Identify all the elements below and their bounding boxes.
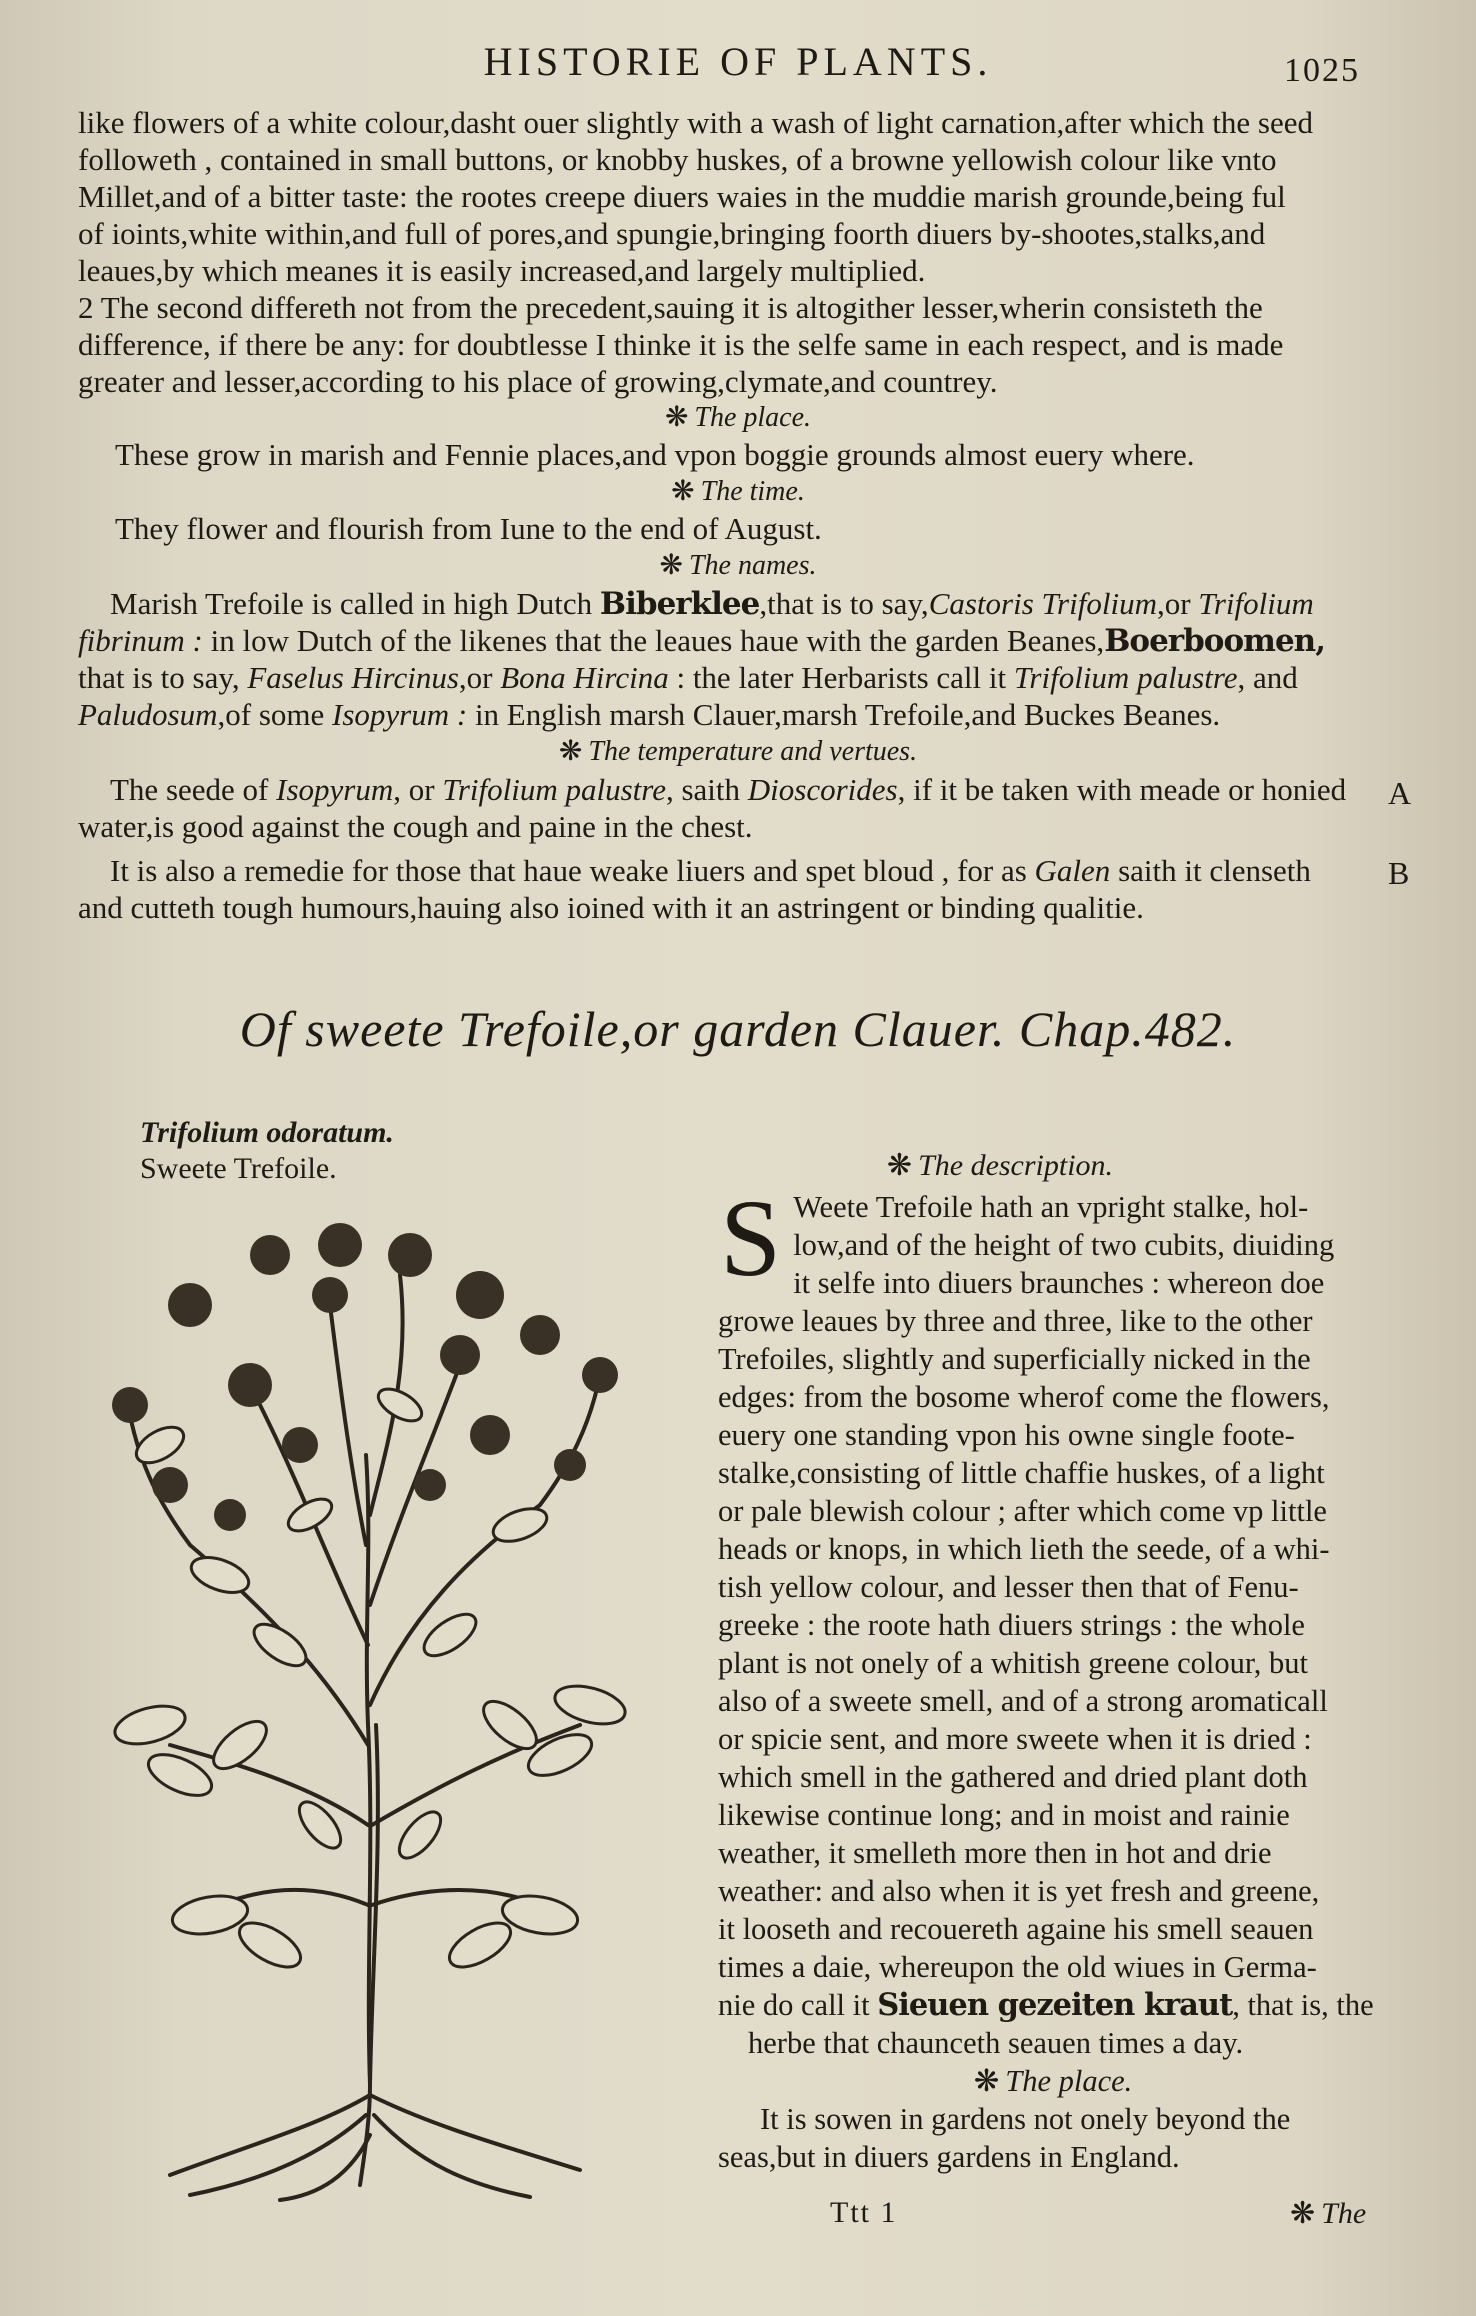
place-text: These grow in marish and Fennie places,and vpon boggie grounds almost euery where. (115, 437, 1195, 472)
text-line: Trefoiles, slightly and superficially nicked in the (718, 1342, 1311, 1376)
text-line: stalke,consisting of little chaffie huskes, of a light (718, 1456, 1325, 1490)
figure-caption-english: Sweete Trefoile. (140, 1152, 337, 1185)
section-heading-place: ❋ The place. (664, 402, 812, 433)
page-number: 1025 (1284, 52, 1360, 89)
text-line: plant is not onely of a whitish greene colour, but (718, 1646, 1309, 1680)
text-line: which smell in the gathered and dried plant doth (718, 1760, 1308, 1794)
text-line: edges: from the bosome wherof come the flowers, (718, 1380, 1330, 1414)
text-line: times a daie, whereupon the old wiues in Germa- (718, 1950, 1317, 1984)
figure-caption-latin: Trifolium odoratum. (140, 1116, 394, 1149)
text-line: nie do call it Sieuen gezeiten kraut, that is, the (718, 1987, 1374, 2023)
text-line: Weete Trefoile hath an vpright stalke, hol- (793, 1190, 1309, 1224)
text-line: or spicie sent, and more sweete when it is dried : (718, 1722, 1312, 1756)
text-line: greater and lesser,according to his place of growing,clymate,and countrey. (78, 364, 998, 399)
catchword: ❋ The (1290, 2197, 1367, 2230)
text-line: tish yellow colour, and lesser then that of Fenu- (718, 1570, 1299, 1604)
text-line: followeth , contained in small buttons, or knobby huskes, of a browne yellowish colour like vnto (78, 142, 1277, 177)
text-line: leaues,by which meanes it is easily increased,and largely multiplied. (78, 253, 926, 288)
text-line: heads or knops, in which lieth the seede, of a whi- (718, 1532, 1330, 1566)
text-line: it looseth and recouereth againe his smell seauen (718, 1912, 1314, 1946)
text-line: it selfe into diuers braunches : whereon doe (793, 1266, 1325, 1300)
names-line: fibrinum : in low Dutch of the likenes that the leaues haue with the garden Beanes,Boerboomen, (78, 623, 1326, 659)
text-line: Millet,and of a bitter taste: the rootes creepe diuers waies in the muddie marish grounde,being ful (78, 179, 1286, 214)
section-heading-names: ❋ The names. (659, 550, 817, 581)
margin-letter: A (1388, 775, 1412, 811)
text-line: euery one standing vpon his owne single foote- (718, 1418, 1295, 1452)
temperature-line: water,is good against the cough and paine in the chest. (78, 809, 753, 844)
text-line: weather: and also when it is yet fresh and greene, (718, 1874, 1320, 1908)
sweete-trefoile-woodcut (70, 1185, 670, 2205)
text-line: difference, if there be any: for doubtlesse I thinke it is the selfe same in each respect, and is made (78, 327, 1284, 362)
temperature-line: and cutteth tough humours,hauing also ioined with it an astringent or binding qualitie. (78, 890, 1144, 925)
text-line: seas,but in diuers gardens in England. (718, 2140, 1180, 2174)
time-text: They flower and flourish from Iune to the end of August. (115, 511, 822, 546)
temperature-line: The seede of Isopyrum, or Trifolium palustre, saith Dioscorides, if it be taken with meade or honied (110, 772, 1347, 807)
names-line: Paludosum,of some Isopyrum : in English marsh Clauer,marsh Trefoile,and Buckes Beanes. (78, 697, 1221, 732)
drop-cap: S (720, 1177, 782, 1299)
text-line: herbe that chaunceth seauen times a day. (748, 2026, 1244, 2060)
text-line: weather, it smelleth more then in hot and drie (718, 1836, 1272, 1870)
temperature-line: It is also a remedie for those that haue weake liuers and spet bloud , for as Galen saith it clenseth (110, 853, 1311, 888)
names-line: that is to say, Faselus Hircinus,or Bona Hircina : the later Herbarists call it Trifolium palustre, and (78, 660, 1298, 695)
text-line: also of a sweete smell, and of a strong aromaticall (718, 1684, 1328, 1718)
text-line: growe leaues by three and three, like to the other (718, 1304, 1313, 1338)
text-line: 2 The second differeth not from the precedent,sauing it is altogither lesser,wherin consisteth the (78, 290, 1263, 325)
section-heading-place-2: ❋ The place. (973, 2064, 1133, 2098)
names-line: Marish Trefoile is called in high Dutch Biberklee,that is to say,Castoris Trifolium,or Trifolium (110, 586, 1314, 622)
text-line: It is sowen in gardens not onely beyond the (760, 2102, 1291, 2136)
section-heading-temperature: ❋ The temperature and vertues. (558, 736, 918, 767)
text-line: likewise continue long; and in moist and rainie (718, 1798, 1290, 1832)
text-line: low,and of the height of two cubits, diuiding (793, 1228, 1335, 1262)
description-text (718, 1177, 1388, 2176)
text-line: of ioints,white within,and full of pores,and spungie,bringing foorth diuers by-shootes,stalks,and (78, 216, 1266, 251)
text-line: or pale blewish colour ; after which come vp little (718, 1494, 1327, 1528)
running-head: HISTORIE OF PLANTS. (483, 39, 993, 84)
margin-letter: B (1388, 855, 1410, 891)
signature-mark: Ttt 1 (830, 2196, 898, 2229)
text-line: like flowers of a white colour,dasht ouer slightly with a wash of light carnation,after which the seed (78, 105, 1313, 140)
section-heading-time: ❋ The time. (671, 476, 805, 507)
section-heading-description: ❋ The description. (886, 1149, 1114, 1182)
chapter-title: Of sweete Trefoile,or garden Clauer. Chap.482. (239, 1001, 1237, 1057)
text-line: greeke : the roote hath diuers strings : the whole (718, 1608, 1305, 1642)
